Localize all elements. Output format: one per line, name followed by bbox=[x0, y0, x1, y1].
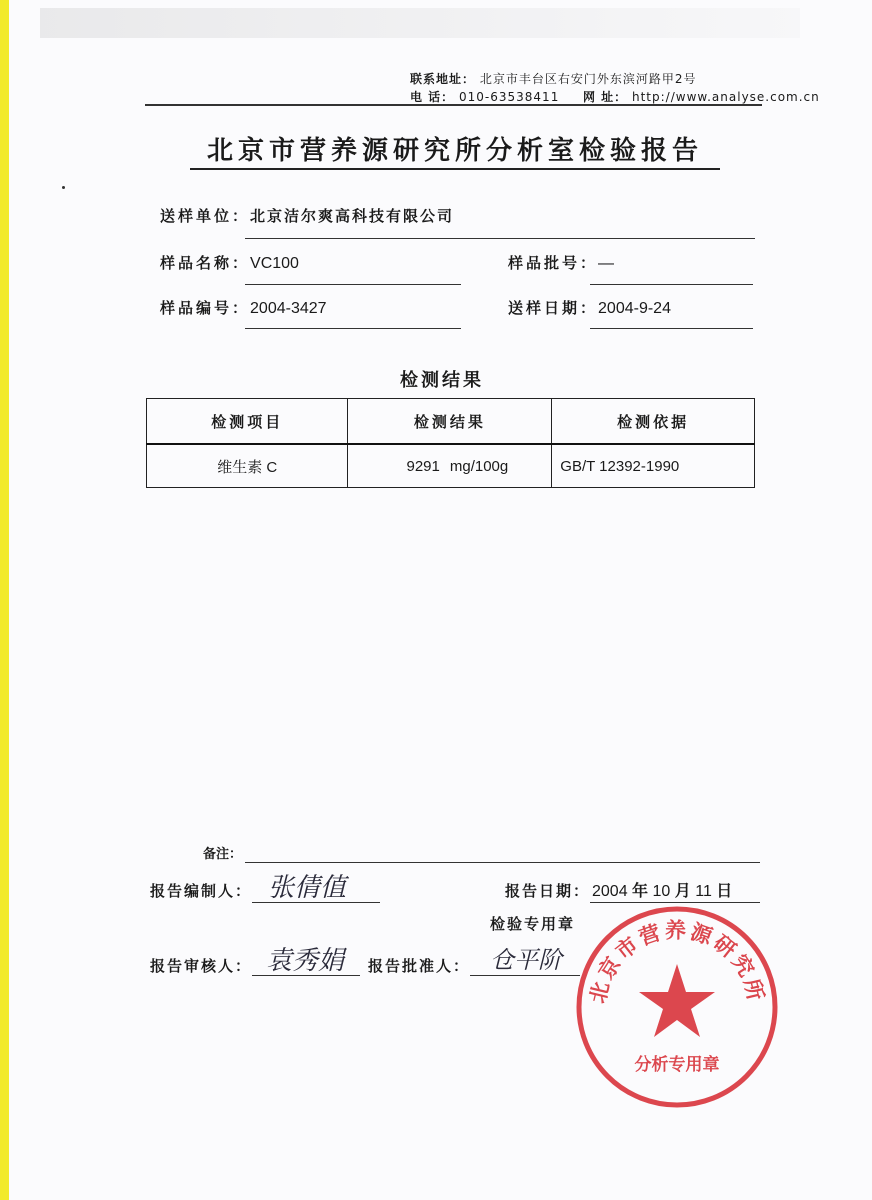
website-value: http://www.analyse.com.cn bbox=[632, 90, 820, 104]
official-seal bbox=[572, 902, 782, 1112]
send-date-field bbox=[508, 297, 671, 318]
sender-value: 北京洁尔爽高科技有限公司 bbox=[250, 207, 455, 225]
send-date-value: 2004-9-24 bbox=[598, 300, 671, 317]
website-label: 网 址： bbox=[582, 90, 628, 104]
seal-inner-text: 分析专用章 bbox=[634, 1055, 720, 1075]
basis-value: GB/T 12392-1990 bbox=[560, 457, 680, 475]
sender-field bbox=[160, 205, 454, 226]
report-day: 11 bbox=[695, 883, 712, 900]
sample-no-value: 2004-3427 bbox=[250, 300, 327, 317]
send-date-line bbox=[590, 328, 753, 329]
compiler-label: 报告编制人： bbox=[150, 882, 253, 900]
batch-field bbox=[508, 252, 614, 273]
sample-name-label: 样品名称： bbox=[160, 254, 251, 272]
approver-signature: 仓平阶 bbox=[490, 946, 562, 974]
send-date-label: 送样日期： bbox=[508, 299, 599, 317]
seal-outer-text: 北京市营养源研究所 bbox=[585, 918, 769, 1006]
batch-line bbox=[590, 284, 753, 285]
reviewer-label: 报告审核人： bbox=[150, 957, 253, 975]
results-header-row bbox=[147, 399, 755, 445]
result-unit: mg/100g bbox=[449, 457, 509, 475]
batch-value: — bbox=[598, 255, 615, 272]
reviewer-line bbox=[252, 975, 360, 976]
seal-star-icon bbox=[639, 964, 715, 1037]
phone-value: 010-63538411 bbox=[459, 90, 560, 104]
results-table bbox=[146, 398, 755, 488]
cell-result bbox=[348, 444, 552, 488]
approver-label: 报告批准人： bbox=[368, 957, 471, 975]
day-char: 日 bbox=[716, 881, 733, 900]
header-basis: 检测依据 bbox=[552, 399, 755, 445]
header-item: 检测项目 bbox=[147, 399, 348, 445]
reviewer-signature: 袁秀娟 bbox=[266, 946, 345, 976]
stamp-caption: 检验专用章 bbox=[490, 915, 576, 933]
scan-dot bbox=[62, 186, 65, 189]
approver-line bbox=[470, 975, 580, 976]
scan-edge bbox=[0, 0, 9, 1200]
year-char: 年 bbox=[632, 881, 649, 900]
report-year: 2004 bbox=[592, 883, 628, 900]
sample-name-value: VC100 bbox=[250, 255, 299, 272]
sender-line bbox=[245, 238, 755, 239]
title-underline bbox=[190, 168, 720, 170]
scan-smudge bbox=[40, 8, 800, 38]
result-value: 9291 bbox=[406, 457, 440, 475]
phone-label: 电 话： bbox=[410, 90, 455, 104]
cell-basis bbox=[552, 444, 755, 488]
sample-name-line bbox=[245, 284, 461, 285]
cell-item: 维生素 C bbox=[147, 444, 348, 488]
sample-no-line bbox=[245, 328, 461, 329]
table-row bbox=[147, 444, 755, 488]
batch-label: 样品批号： bbox=[508, 254, 599, 272]
compiler-signature: 张倩值 bbox=[268, 873, 347, 903]
month-char: 月 bbox=[674, 881, 691, 900]
sample-name-field bbox=[160, 252, 299, 273]
address-value: 北京市丰台区右安门外东滨河路甲2号 bbox=[479, 72, 697, 86]
results-section-title: 检测结果 bbox=[400, 370, 484, 391]
sender-label: 送样单位： bbox=[160, 207, 251, 225]
contact-phone-web bbox=[410, 88, 820, 105]
remark-label: 备注： bbox=[203, 847, 243, 862]
address-label: 联系地址： bbox=[410, 72, 476, 86]
header-result: 检测结果 bbox=[348, 399, 552, 445]
sample-no-field bbox=[160, 297, 327, 318]
report-date-label: 报告日期： bbox=[505, 882, 591, 900]
report-title: 北京市营养源研究所分析室检验报告 bbox=[206, 136, 703, 166]
report-date bbox=[592, 878, 732, 901]
contact-address bbox=[410, 70, 696, 87]
compiler-line bbox=[252, 902, 380, 903]
remark-line bbox=[245, 862, 760, 863]
header-rule bbox=[145, 104, 762, 106]
sample-no-label: 样品编号： bbox=[160, 299, 251, 317]
report-month: 10 bbox=[652, 883, 671, 900]
